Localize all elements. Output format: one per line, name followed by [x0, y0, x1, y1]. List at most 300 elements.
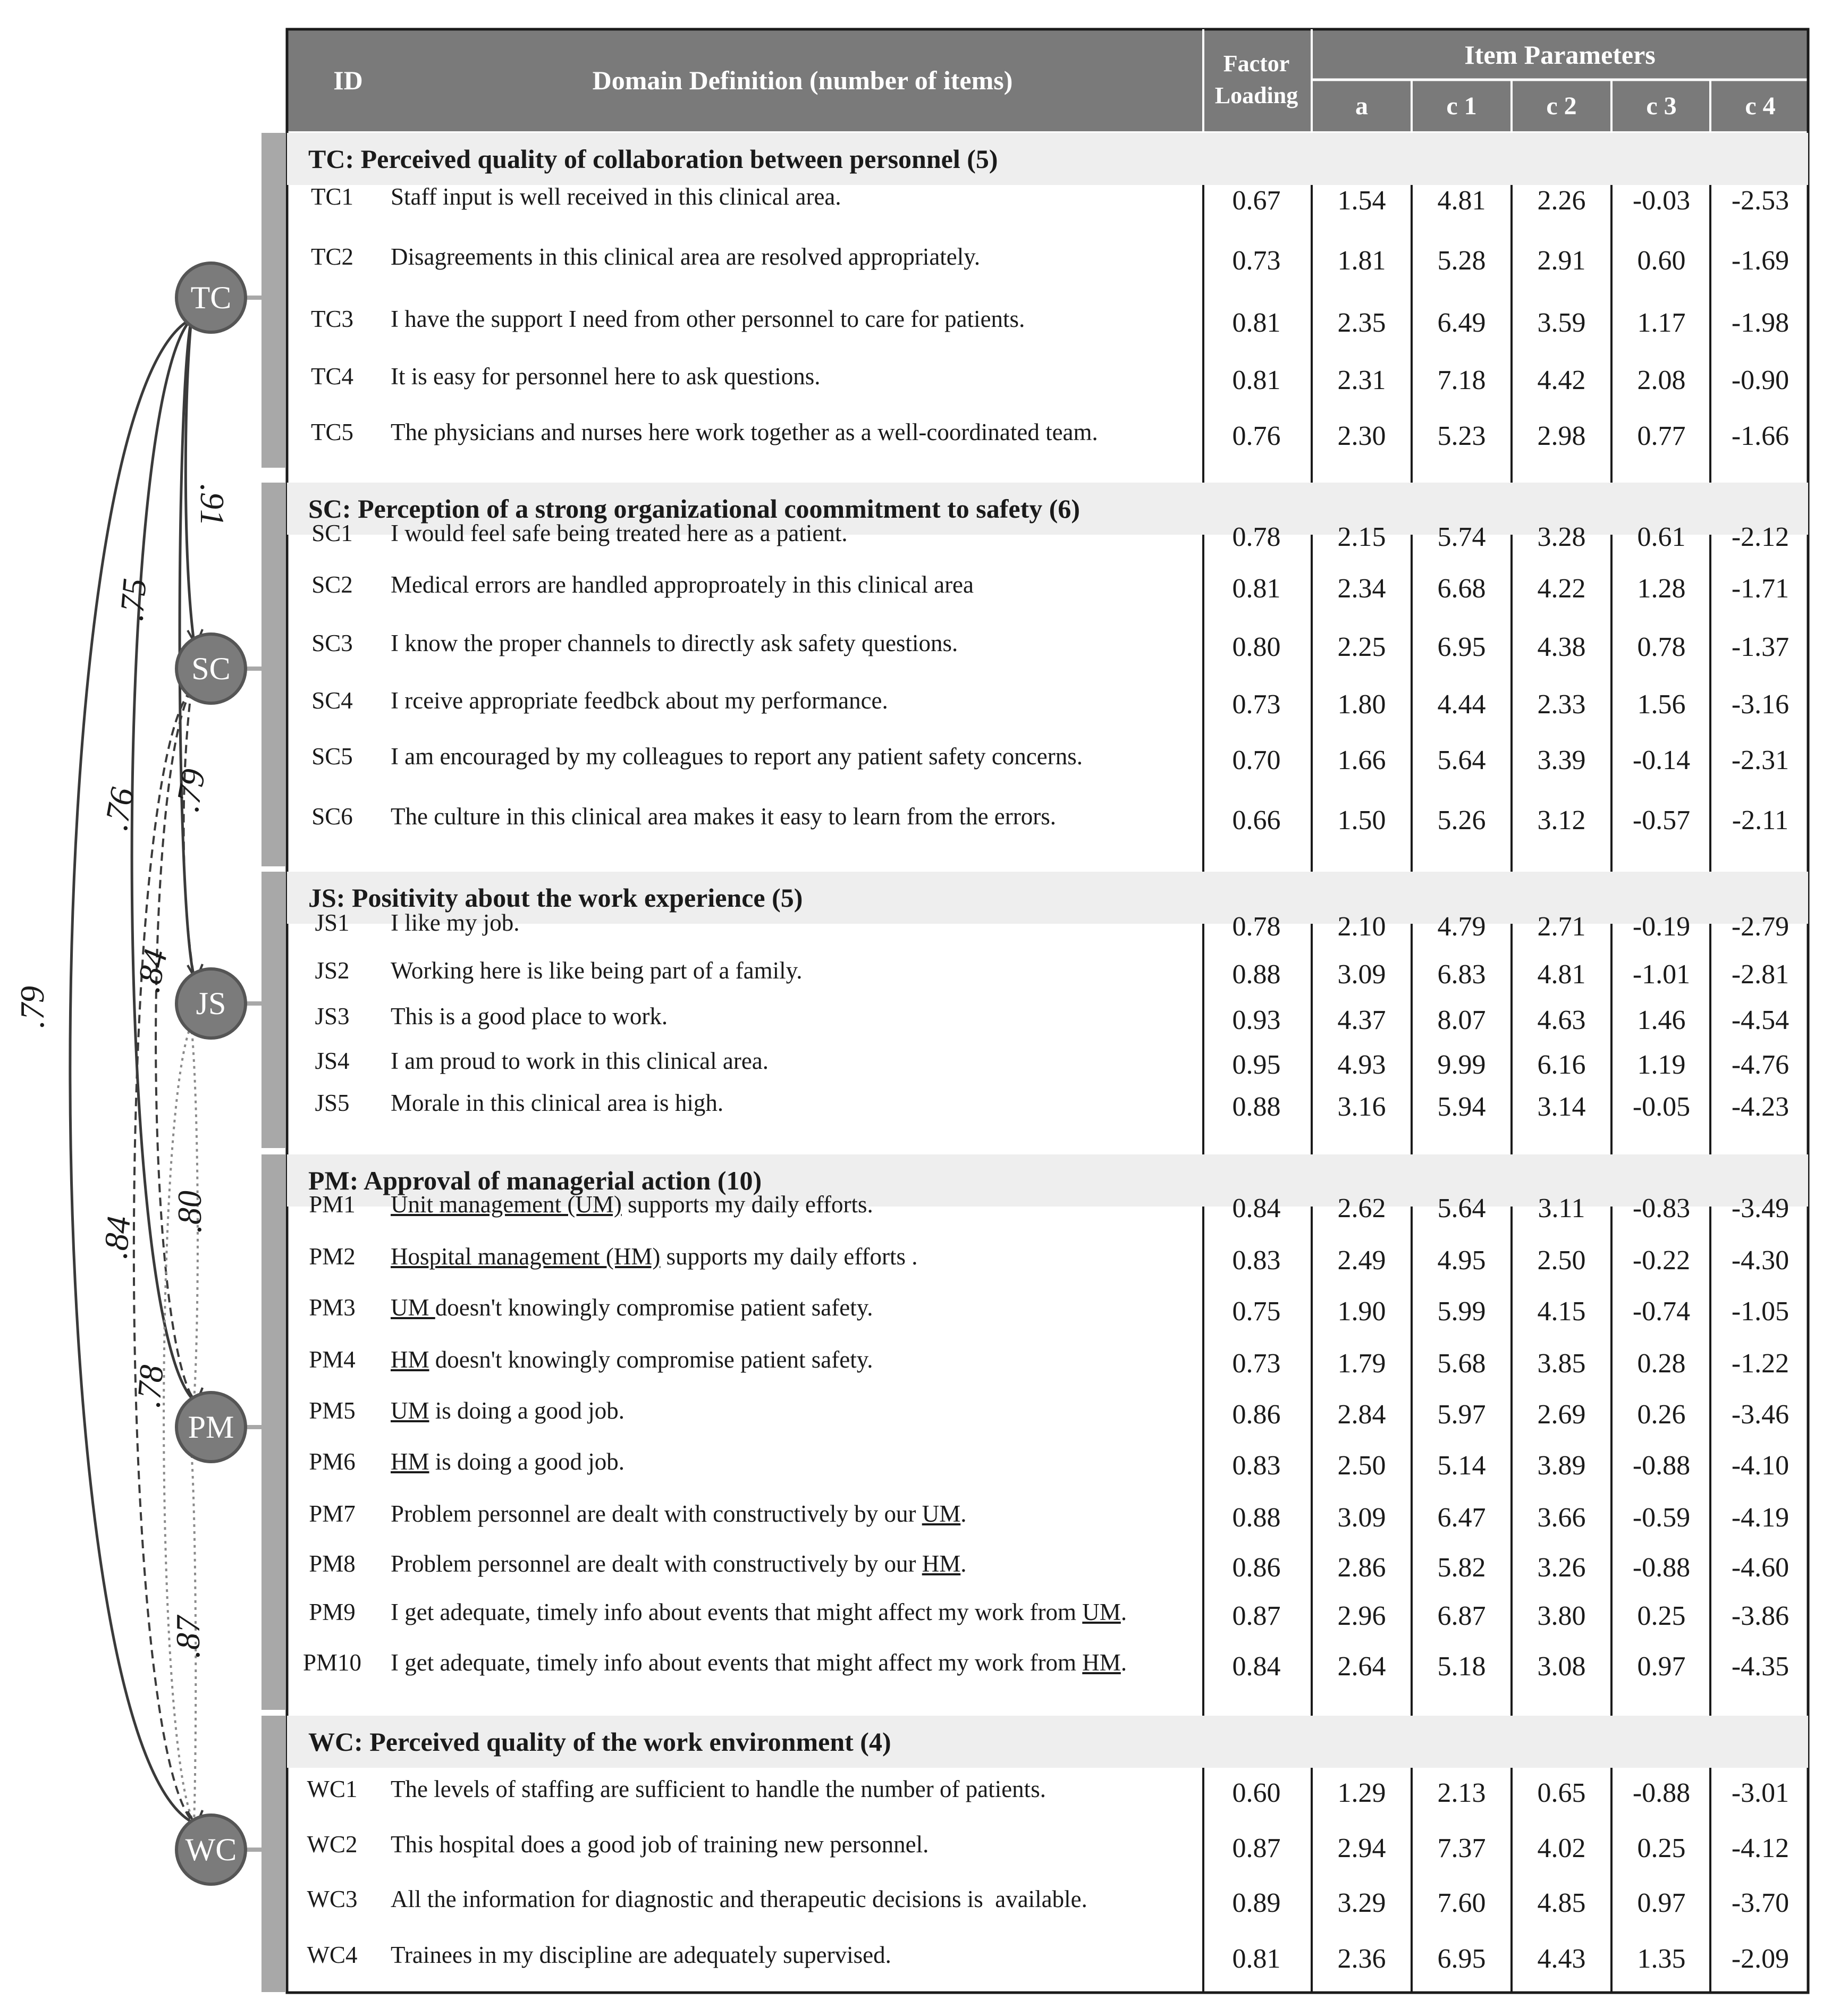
value-fl: 0.89	[1232, 1888, 1281, 1918]
value-c2: 3.26	[1537, 1553, 1586, 1583]
section-title-sc: SC: Perception of a strong organizational coommitment to safety (6)	[287, 483, 1808, 535]
node-sc	[176, 634, 246, 703]
corr-label-sc-wc: .84	[96, 1214, 138, 1261]
value-fl: 0.84	[1232, 1193, 1281, 1224]
table-row	[287, 803, 1808, 834]
value-a: 1.66	[1337, 745, 1386, 775]
item-text	[391, 362, 821, 390]
value-c1: 4.44	[1437, 689, 1486, 720]
value-c1: 5.18	[1437, 1651, 1486, 1682]
value-fl: 0.73	[1232, 689, 1281, 720]
bracket-js	[261, 872, 286, 1148]
value-a: 3.29	[1337, 1888, 1386, 1918]
item-id: TC4	[310, 363, 353, 390]
item-text	[391, 243, 980, 271]
item-text	[391, 803, 1056, 830]
value-c3: -0.88	[1632, 1553, 1691, 1583]
item-text	[391, 1550, 967, 1578]
item-id: SC6	[311, 803, 353, 830]
value-fl: 0.93	[1232, 1005, 1281, 1035]
value-c3: 1.28	[1637, 573, 1686, 604]
value-c2: 3.85	[1537, 1348, 1586, 1379]
item-id: JS5	[315, 1090, 350, 1116]
value-c3: 0.60	[1637, 246, 1686, 276]
value-a: 1.90	[1337, 1296, 1386, 1327]
item-text-underlined: HM	[391, 1346, 429, 1373]
value-c2: 2.26	[1537, 185, 1586, 216]
value-c3: 0.28	[1637, 1348, 1686, 1379]
value-a: 1.29	[1337, 1778, 1386, 1808]
value-c4: -2.79	[1731, 912, 1790, 942]
value-a: 3.09	[1337, 959, 1386, 990]
item-text-body: This hospital does a good job of training new personnel.	[391, 1831, 929, 1858]
value-c1: 6.68	[1437, 573, 1486, 604]
value-c1: 7.18	[1437, 365, 1486, 395]
value-c1: 5.64	[1437, 1193, 1486, 1224]
value-c4: -1.71	[1731, 573, 1790, 604]
value-a: 1.80	[1337, 689, 1386, 720]
item-text	[391, 571, 974, 598]
value-fl: 0.88	[1232, 1092, 1281, 1122]
value-c4: -2.81	[1731, 959, 1790, 990]
value-c3: 0.77	[1637, 421, 1686, 451]
item-text-body: The levels of staffing are sufficient to handle the number of patients.	[391, 1776, 1046, 1802]
item-text-body: I like my job.	[391, 909, 520, 936]
item-text-body: It is easy for personnel here to ask questions.	[391, 363, 821, 390]
item-text	[391, 1191, 873, 1218]
table-row	[287, 1598, 1808, 1630]
item-text-body: I am proud to work in this clinical area.	[391, 1048, 769, 1074]
item-id: TC2	[310, 243, 353, 270]
value-c3: -0.57	[1632, 805, 1691, 836]
item-id: PM5	[309, 1397, 356, 1424]
value-a: 2.49	[1337, 1245, 1386, 1276]
value-c2: 4.02	[1537, 1833, 1586, 1863]
value-c2: 3.80	[1537, 1601, 1586, 1631]
item-text-underlined: HM	[922, 1550, 961, 1577]
item-id: JS4	[315, 1048, 350, 1074]
item-text	[391, 1346, 873, 1373]
node-tc-label: TC	[190, 280, 232, 315]
item-text-body: Working here is like being part of a family.	[391, 957, 803, 984]
value-c4: -1.37	[1731, 632, 1790, 662]
value-c3: -1.01	[1632, 959, 1691, 990]
value-c3: 0.97	[1637, 1888, 1686, 1918]
value-c1: 5.82	[1437, 1553, 1486, 1583]
value-c1: 4.79	[1437, 912, 1486, 942]
value-c1: 6.87	[1437, 1601, 1486, 1631]
value-a: 1.54	[1337, 185, 1386, 216]
value-c3: -0.22	[1632, 1245, 1691, 1276]
value-fl: 0.81	[1232, 308, 1281, 338]
value-c2: 4.15	[1537, 1296, 1586, 1327]
value-c4: -2.11	[1732, 805, 1789, 836]
value-fl: 0.60	[1232, 1778, 1281, 1808]
table-row	[287, 183, 1808, 215]
value-c3: -0.88	[1632, 1778, 1691, 1808]
item-text	[391, 1885, 1087, 1913]
value-c2: 6.16	[1537, 1050, 1586, 1080]
item-text-tail: .	[1120, 1599, 1127, 1625]
value-a: 2.34	[1337, 573, 1386, 604]
header-param-c3: c 3	[1646, 92, 1677, 120]
value-fl: 0.86	[1232, 1399, 1281, 1430]
value-c4: -4.35	[1731, 1651, 1790, 1682]
value-fl: 0.73	[1232, 1348, 1281, 1379]
value-c2: 3.08	[1537, 1651, 1586, 1682]
node-wc-label: WC	[185, 1832, 237, 1867]
item-id: PM4	[309, 1346, 356, 1373]
value-c3: 1.56	[1637, 689, 1686, 720]
item-text	[391, 909, 519, 937]
value-c1: 6.49	[1437, 308, 1486, 338]
value-c4: -3.01	[1731, 1778, 1790, 1808]
item-text-body: Medical errors are handled approproately in this clinical area	[391, 571, 974, 598]
value-c3: -0.74	[1632, 1296, 1691, 1327]
item-text-underlined: UM	[922, 1500, 961, 1527]
value-c4: -2.31	[1731, 745, 1790, 775]
value-fl: 0.81	[1232, 365, 1281, 395]
item-id: SC5	[311, 743, 353, 770]
item-text	[391, 1649, 1127, 1676]
value-c4: -1.66	[1731, 421, 1790, 451]
value-fl: 0.84	[1232, 1651, 1281, 1682]
value-fl: 0.81	[1232, 1944, 1281, 1974]
value-c4: -1.22	[1731, 1348, 1790, 1379]
table-row	[287, 1397, 1808, 1429]
bracket-sc	[261, 483, 286, 866]
value-fl: 0.81	[1232, 573, 1281, 604]
item-id: SC1	[311, 520, 353, 546]
value-fl: 0.87	[1232, 1601, 1281, 1631]
value-a: 3.16	[1337, 1092, 1386, 1122]
node-js	[176, 969, 246, 1038]
item-text	[391, 1598, 1127, 1626]
table-row	[287, 1885, 1808, 1917]
value-a: 1.81	[1337, 246, 1386, 276]
header-col-divider	[1202, 29, 1204, 131]
item-id: WC3	[307, 1886, 358, 1912]
corr-label-pm-wc: .87	[169, 1616, 207, 1658]
header-domain-definition: Domain Definition (number of items)	[592, 65, 1013, 95]
table-row	[287, 519, 1808, 551]
value-a: 2.84	[1337, 1399, 1386, 1430]
header-col-divider	[1411, 80, 1413, 131]
value-c2: 0.65	[1537, 1778, 1586, 1808]
item-text	[391, 1941, 891, 1969]
value-fl: 0.66	[1232, 805, 1281, 836]
value-a: 1.50	[1337, 805, 1386, 836]
value-c3: 0.97	[1637, 1651, 1686, 1682]
value-fl: 0.83	[1232, 1450, 1281, 1481]
value-a: 2.30	[1337, 421, 1386, 451]
bracket-wc	[261, 1716, 286, 1992]
item-text-underlined: HM	[1082, 1649, 1121, 1676]
item-id: TC5	[310, 419, 353, 445]
table-row	[287, 1243, 1808, 1275]
value-c4: -2.12	[1731, 522, 1790, 552]
value-c1: 7.60	[1437, 1888, 1486, 1918]
value-c3: -0.05	[1632, 1092, 1691, 1122]
item-text-underlined: HM	[391, 1448, 429, 1475]
table-row	[287, 1550, 1808, 1582]
value-c1: 9.99	[1437, 1050, 1486, 1080]
value-c1: 5.26	[1437, 805, 1486, 836]
value-c2: 4.22	[1537, 573, 1586, 604]
table-row	[287, 687, 1808, 719]
value-c2: 2.91	[1537, 246, 1586, 276]
value-c2: 3.66	[1537, 1503, 1586, 1533]
value-c2: 4.42	[1537, 365, 1586, 395]
item-id: TC1	[310, 183, 353, 210]
value-c1: 5.68	[1437, 1348, 1486, 1379]
item-id: PM10	[302, 1649, 362, 1676]
item-text-body: supports my daily efforts .	[660, 1243, 918, 1270]
value-c3: 2.08	[1637, 365, 1686, 395]
value-c2: 3.28	[1537, 522, 1586, 552]
value-c1: 5.28	[1437, 246, 1486, 276]
item-text-underlined: Hospital management (HM)	[391, 1243, 661, 1270]
header-param-c2: c 2	[1546, 92, 1577, 120]
item-text-body: Staff input is well received in this clinical area.	[391, 183, 841, 210]
bracket-tc	[261, 133, 286, 468]
value-c2: 2.71	[1537, 912, 1586, 942]
value-c1: 6.47	[1437, 1503, 1486, 1533]
item-text-body: is doing a good job.	[429, 1448, 625, 1475]
node-pm-label: PM	[188, 1410, 234, 1445]
value-c2: 3.11	[1538, 1193, 1585, 1224]
item-text	[391, 1243, 918, 1270]
value-fl: 0.70	[1232, 745, 1281, 775]
value-c1: 5.64	[1437, 745, 1486, 775]
value-c4: -4.54	[1731, 1005, 1790, 1035]
item-text	[391, 1047, 769, 1075]
value-a: 2.35	[1337, 308, 1386, 338]
corr-label-tc-wc: .79	[13, 986, 51, 1028]
header-item-parameters: Item Parameters	[1464, 39, 1656, 70]
node-sc-label: SC	[191, 651, 231, 686]
value-c4: -3.86	[1731, 1601, 1790, 1631]
item-id: PM3	[309, 1294, 356, 1321]
value-c4: -1.69	[1731, 246, 1790, 276]
value-fl: 0.87	[1232, 1833, 1281, 1863]
item-text-body: supports my daily efforts.	[621, 1191, 873, 1218]
item-id: PM6	[309, 1448, 356, 1475]
table-row	[287, 1448, 1808, 1480]
value-c1: 5.99	[1437, 1296, 1486, 1327]
value-a: 3.09	[1337, 1503, 1386, 1533]
table-row	[287, 362, 1808, 394]
item-text-body: Trainees in my discipline are adequately supervised.	[391, 1942, 891, 1968]
header-id: ID	[333, 65, 363, 95]
corr-label-tc-sc: .91	[193, 484, 231, 526]
table-row	[287, 629, 1808, 661]
value-c4: -2.53	[1731, 185, 1790, 216]
value-c2: 3.59	[1537, 308, 1586, 338]
value-c3: 0.26	[1637, 1399, 1686, 1430]
item-text-body: Problem personnel are dealt with constructively by our	[391, 1550, 922, 1577]
value-c3: 1.46	[1637, 1005, 1686, 1035]
item-id: PM9	[309, 1599, 356, 1625]
value-a: 1.79	[1337, 1348, 1386, 1379]
correlation-arcs	[70, 319, 202, 1826]
node-pm	[176, 1393, 246, 1462]
value-c4: -4.60	[1731, 1553, 1790, 1583]
value-c3: 0.78	[1637, 632, 1686, 662]
value-c2: 2.98	[1537, 421, 1586, 451]
item-text	[391, 743, 1083, 770]
value-c4: -4.76	[1731, 1050, 1790, 1080]
item-text-body: Disagreements in this clinical area are resolved appropriately.	[391, 243, 981, 270]
table-row	[287, 1649, 1808, 1681]
value-fl: 0.76	[1232, 421, 1281, 451]
corr-label-js-pm: .80	[171, 1191, 208, 1233]
value-c1: 6.83	[1437, 959, 1486, 990]
value-c3: 1.17	[1637, 308, 1686, 338]
table-row	[287, 418, 1808, 450]
header-factor-loading: Factor Loading	[1214, 50, 1298, 108]
value-fl: 0.78	[1232, 522, 1281, 552]
item-text-underlined: Unit management (UM)	[391, 1191, 622, 1218]
value-c4: -0.90	[1731, 365, 1790, 395]
value-c4: -4.19	[1731, 1503, 1790, 1533]
value-fl: 0.78	[1232, 912, 1281, 942]
corr-label-sc-pm: .84	[129, 946, 175, 996]
item-id: WC2	[307, 1831, 358, 1858]
item-text	[391, 1775, 1046, 1803]
item-text	[391, 519, 848, 547]
section-title-wc: WC: Perceived quality of the work environment (4)	[287, 1716, 1808, 1768]
value-c4: -4.23	[1731, 1092, 1790, 1122]
node-wc	[176, 1815, 246, 1884]
item-text-body: I would feel safe being treated here as a patient.	[391, 520, 848, 546]
value-c2: 2.50	[1537, 1245, 1586, 1276]
table-row	[287, 1346, 1808, 1378]
value-fl: 0.88	[1232, 1503, 1281, 1533]
value-c1: 8.07	[1437, 1005, 1486, 1035]
table-row	[287, 743, 1808, 774]
item-id: JS2	[315, 957, 350, 984]
item-id: JS3	[315, 1003, 350, 1030]
item-text-body: I have the support I need from other personnel to care for patients.	[391, 306, 1025, 332]
value-c3: -0.03	[1632, 185, 1691, 216]
value-a: 2.64	[1337, 1651, 1386, 1682]
node-js-label: JS	[196, 986, 226, 1021]
node-tc	[176, 263, 246, 332]
value-a: 2.15	[1337, 522, 1386, 552]
value-fl: 0.83	[1232, 1245, 1281, 1276]
item-text-body: I know the proper channels to directly ask safety questions.	[391, 630, 958, 656]
item-text	[391, 1448, 624, 1475]
value-c1: 5.74	[1437, 522, 1486, 552]
header-param-c1: c 1	[1446, 92, 1477, 120]
table-row	[287, 1002, 1808, 1034]
value-c1: 7.37	[1437, 1833, 1486, 1863]
value-c3: -0.14	[1632, 745, 1691, 775]
item-text-body: doesn't knowingly compromise patient safety.	[429, 1346, 873, 1373]
value-c2: 3.89	[1537, 1450, 1586, 1481]
item-text-body: I am encouraged by my colleagues to report any patient safety concerns.	[391, 743, 1083, 770]
value-c2: 2.33	[1537, 689, 1586, 720]
value-a: 2.31	[1337, 365, 1386, 395]
bracket-pm	[261, 1154, 286, 1710]
item-text	[391, 1002, 668, 1030]
item-id: WC4	[307, 1942, 358, 1968]
value-fl: 0.80	[1232, 632, 1281, 662]
value-fl: 0.67	[1232, 185, 1281, 216]
value-fl: 0.88	[1232, 959, 1281, 990]
value-c4: -3.16	[1731, 689, 1790, 720]
table-row	[287, 1941, 1808, 1973]
item-id: SC2	[311, 571, 353, 598]
value-c4: -3.46	[1731, 1399, 1790, 1430]
value-c2: 3.12	[1537, 805, 1586, 836]
item-text-body: Problem personnel are dealt with constructively by our	[391, 1500, 922, 1527]
value-c1: 5.97	[1437, 1399, 1486, 1430]
value-c4: -4.30	[1731, 1245, 1790, 1276]
value-c2: 3.14	[1537, 1092, 1586, 1122]
header-col-divider	[1610, 80, 1613, 131]
item-text	[391, 1831, 929, 1858]
value-a: 2.10	[1337, 912, 1386, 942]
item-text-underlined: UM	[391, 1397, 429, 1424]
table-row	[287, 1089, 1808, 1121]
item-text-tail: .	[1120, 1649, 1127, 1676]
section-title-pm: PM: Approval of managerial action (10)	[287, 1154, 1808, 1207]
value-fl: 0.73	[1232, 246, 1281, 276]
value-c4: -3.70	[1731, 1888, 1790, 1918]
value-c3: 1.35	[1637, 1944, 1686, 1974]
table-row	[287, 909, 1808, 941]
value-c1: 2.13	[1437, 1778, 1486, 1808]
item-id: SC3	[311, 630, 353, 656]
item-text	[391, 687, 888, 714]
corr-label-tc-pm: .76	[96, 785, 141, 833]
value-c2: 4.38	[1537, 632, 1586, 662]
value-a: 4.37	[1337, 1005, 1386, 1035]
item-text-body: Morale in this clinical area is high.	[391, 1090, 724, 1116]
value-c1: 6.95	[1437, 632, 1486, 662]
value-c2: 4.43	[1537, 1944, 1586, 1974]
value-c3: -0.83	[1632, 1193, 1691, 1224]
value-a: 4.93	[1337, 1050, 1386, 1080]
value-c2: 3.39	[1537, 745, 1586, 775]
item-text	[391, 629, 958, 657]
value-a: 2.96	[1337, 1601, 1386, 1631]
item-id: SC4	[311, 687, 353, 714]
item-text-body: This is a good place to work.	[391, 1003, 668, 1030]
item-text-underlined: UM	[1082, 1599, 1121, 1625]
header-col-divider	[1709, 80, 1711, 131]
item-text-body: All the information for diagnostic and therapeutic decisions is available.	[391, 1886, 1087, 1912]
header-param-a: a	[1355, 92, 1368, 120]
item-text	[391, 418, 1098, 446]
table-row	[287, 1775, 1808, 1807]
item-text-body: doesn't knowingly compromise patient safety.	[435, 1294, 873, 1321]
table-row	[287, 957, 1808, 989]
item-id: PM2	[309, 1243, 356, 1270]
value-c3: 0.61	[1637, 522, 1686, 552]
item-id: PM7	[309, 1500, 356, 1527]
corr-label-sc-js: .79	[167, 766, 213, 815]
corr-arc-tc-wc	[70, 319, 194, 1823]
item-text-tail: .	[960, 1500, 967, 1527]
table-row	[287, 305, 1808, 337]
value-a: 2.62	[1337, 1193, 1386, 1224]
item-id: TC3	[310, 306, 353, 332]
corr-label-tc-js: .75	[112, 577, 154, 623]
value-c3: 0.25	[1637, 1833, 1686, 1863]
